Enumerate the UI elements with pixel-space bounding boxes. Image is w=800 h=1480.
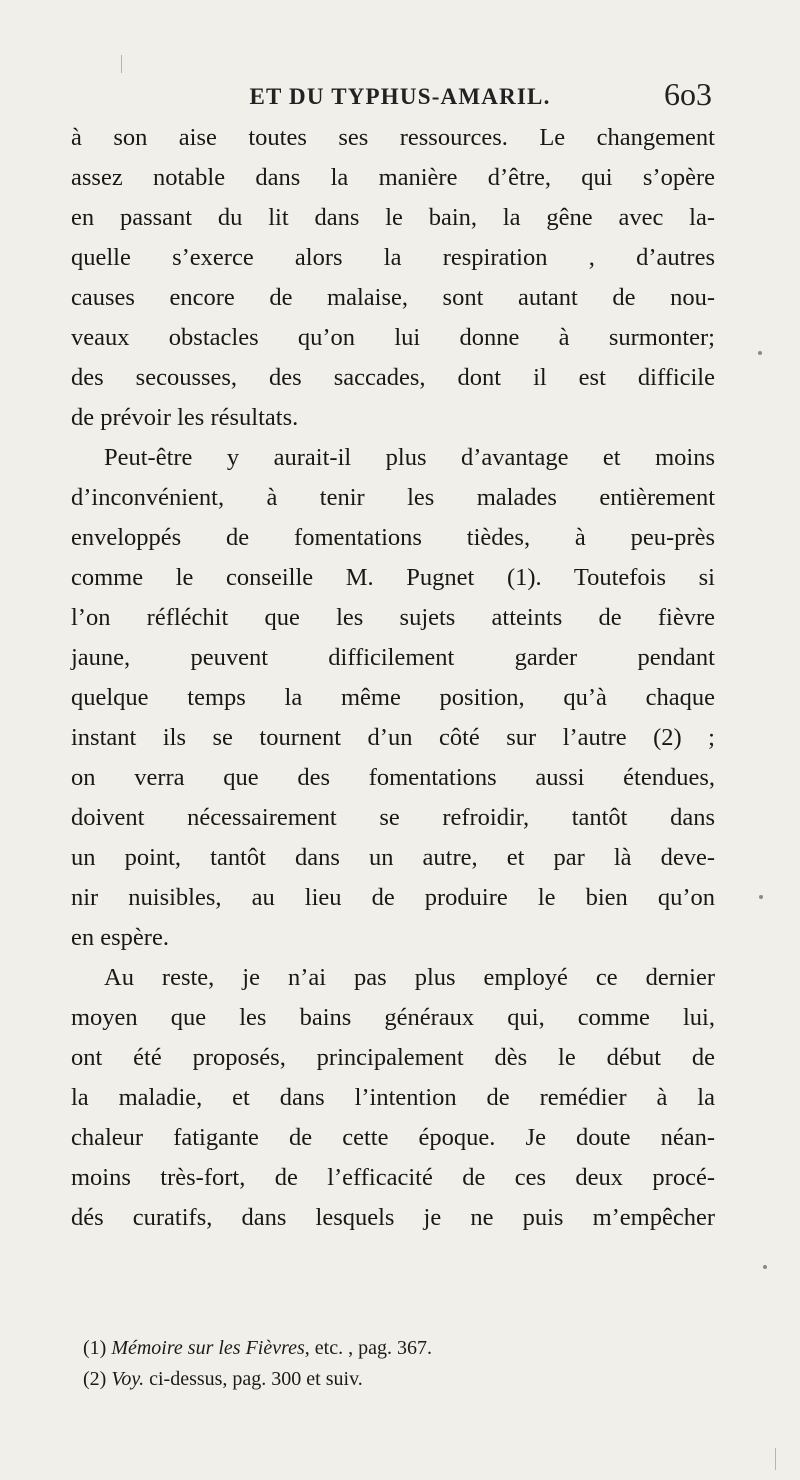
text-line: doivent nécessairement se refroidir, tantôt dans — [71, 804, 715, 831]
paper-speck — [758, 351, 762, 355]
paper-speck — [763, 1265, 767, 1269]
text-line: jaune, peuvent difficilement garder pendant — [71, 644, 715, 671]
page-number: 6o3 — [664, 76, 712, 112]
footnote-title: Voy. — [111, 1368, 145, 1390]
footnote-reference: ci-dessus, pag. 300 et suiv. — [144, 1368, 363, 1390]
footnote-2 — [83, 1364, 703, 1395]
footnote-marker: (1) — [83, 1337, 107, 1359]
text-line: de prévoir les résultats. — [71, 404, 299, 431]
text-line: Au reste, je n’ai pas plus employé ce dernier — [104, 964, 715, 991]
text-line: moyen que les bains généraux qui, comme lui, — [71, 1004, 715, 1031]
paper-mark — [775, 1448, 776, 1470]
running-head — [0, 72, 800, 112]
text-line: en passant du lit dans le bain, la gêne avec la- — [71, 204, 715, 231]
text-line: chaleur fatigante de cette époque. Je doute néan- — [71, 1124, 715, 1151]
text-line: l’on réfléchit que les sujets atteints de fièvre — [71, 604, 715, 631]
text-line: des secousses, des saccades, dont il est difficile — [71, 364, 715, 391]
text-line: ont été proposés, principalement dès le début de — [71, 1044, 715, 1071]
text-line: dés curatifs, dans lesquels je ne puis m’empêcher — [71, 1204, 715, 1231]
text-line: la maladie, et dans l’intention de remédier à la — [71, 1084, 715, 1111]
text-line: enveloppés de fomentations tièdes, à peu-près — [71, 524, 715, 551]
paper-speck — [759, 895, 763, 899]
text-line: à son aise toutes ses ressources. Le changement — [71, 124, 715, 151]
text-line: en espère. — [71, 924, 169, 951]
footnote-marker: (2) — [83, 1368, 107, 1390]
text-line: instant ils se tournent d’un côté sur l’autre (2) ; — [71, 724, 715, 751]
paper-mark — [121, 55, 122, 73]
text-line: Peut-être y aurait-il plus d’avantage et moins — [104, 444, 715, 471]
text-line: veaux obstacles qu’on lui donne à surmonter; — [71, 324, 715, 351]
footnote-reference: , etc. , pag. 367. — [304, 1337, 432, 1359]
footnotes — [83, 1333, 703, 1395]
running-title: ET DU TYPHUS-AMARIL. — [249, 84, 551, 109]
body-text — [71, 118, 715, 1238]
text-line: un point, tantôt dans un autre, et par là deve- — [71, 844, 715, 871]
text-line: d’inconvénient, à tenir les malades entièrement — [71, 484, 715, 511]
text-line: comme le conseille M. Pugnet (1). Toutefois si — [71, 564, 715, 591]
text-line: on verra que des fomentations aussi étendues, — [71, 764, 715, 791]
text-line: assez notable dans la manière d’être, qui s’opère — [71, 164, 715, 191]
footnote-1 — [83, 1333, 703, 1364]
text-line: quelle s’exerce alors la respiration , d’autres — [71, 244, 715, 271]
text-line: quelque temps la même position, qu’à chaque — [71, 684, 715, 711]
text-line: moins très-fort, de l’efficacité de ces deux procé- — [71, 1164, 715, 1191]
footnote-title: Mémoire sur les Fièvres — [111, 1337, 305, 1359]
text-line: causes encore de malaise, sont autant de nou- — [71, 284, 715, 311]
text-line: nir nuisibles, au lieu de produire le bien qu’on — [71, 884, 715, 911]
